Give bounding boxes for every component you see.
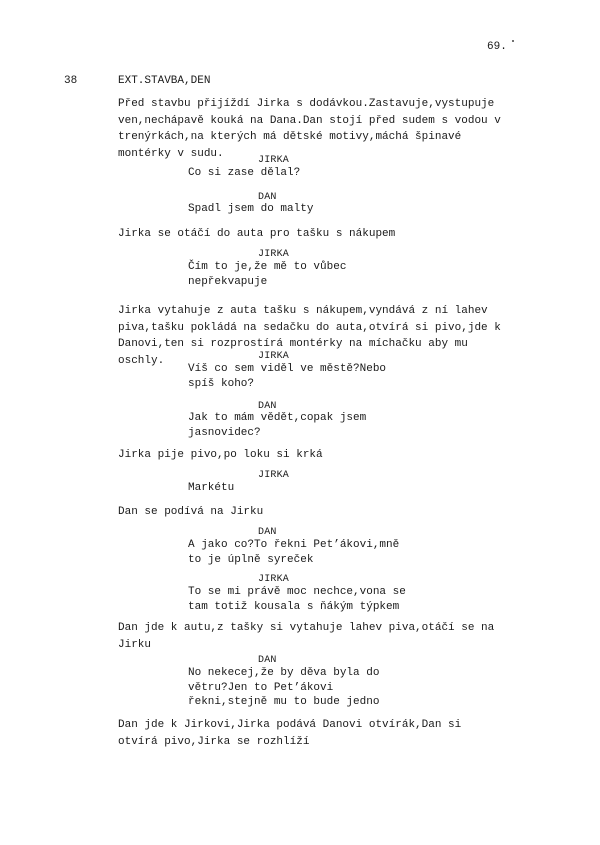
action-line: Dan jde k Jirkovi,Jirka podává Danovi otvírák,Dan si otvírá pivo,Jirka se rozhlíží [118,719,462,748]
dialogue-line: To se mi právě moc nechce,vona se tam totiž kousala s ňákým týpkem [188,586,406,613]
character-name: DAN [258,401,277,412]
scan-speck [512,40,514,42]
character-name: JIRKA [258,470,290,481]
character-name: DAN [258,192,277,203]
action-line: Jirka pije pivo,po loku si krká [118,449,323,461]
dialogue-line: Spadl jsem do malty [188,203,314,215]
dialogue-line: Jak to mám vědět,copak jsem jasnovidec? [188,412,367,439]
scene-number: 38 [64,75,78,87]
dialogue-line: Čím to je,že mě to vůbec nepřekvapuje [188,261,347,288]
dialogue-line: A jako co?To řekni Pet’ákovi,mně to je úplně syreček [188,539,400,566]
action-line: Před stavbu přijíždí Jirka s dodávkou.Zastavuje,vystupuje ven,nechápavě kouká na Dana.Dan stojí před sudem s vodou v trenýrkách,na kterých má dětské motivy,máchá špinavé montérky v sudu. [118,98,501,160]
page-number: 69. [487,41,507,53]
character-name: JIRKA [258,351,290,362]
action-line: Jirka se otáčí do auta pro tašku s nákupem [118,228,396,240]
dialogue-line: Co si zase dělal? [188,167,301,179]
character-name: JIRKA [258,155,290,166]
character-name: DAN [258,655,277,666]
dialogue-line: No nekecej,že by děva byla do větru?Jen to Pet’ákovi řekni,stejně mu to bude jedno [188,667,380,708]
character-name: JIRKA [258,574,290,585]
action-line: Dan se podívá na Jirku [118,506,264,518]
character-name: JIRKA [258,249,290,260]
action-line: Jirka vytahuje z auta tašku s nákupem,vyndává z ní lahev piva,tašku pokládá na sedačku do auta,otvírá si pivo,jde k Danovi,ten si rozprostírá montérky na míchačku aby mu oschly. [118,305,501,367]
scene-heading: EXT.STAVBA,DEN [118,75,211,87]
dialogue-line: Markétu [188,482,235,494]
character-name: DAN [258,527,277,538]
dialogue-line: Víš co sem viděl ve městě?Nebo spíš koho? [188,363,387,390]
action-line: Dan jde k autu,z tašky si vytahuje lahev piva,otáčí se na Jirku [118,622,495,651]
